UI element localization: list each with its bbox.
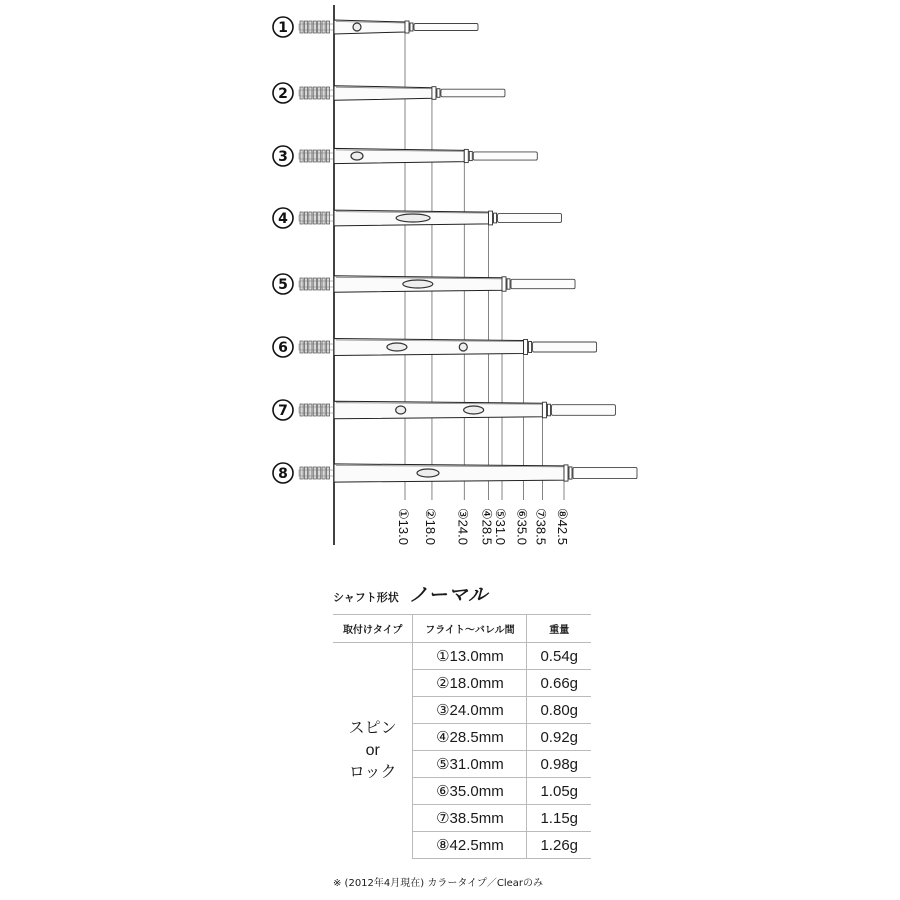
weight-cell: 0.54g (527, 643, 591, 670)
shaft-number: 1 (278, 20, 288, 36)
thread-ridge (309, 278, 312, 290)
thread-ridge (304, 404, 307, 416)
thread-ridge (326, 467, 329, 479)
shaft-collar (432, 87, 436, 100)
thread-ridge (309, 87, 312, 99)
thread-ridge (313, 341, 316, 353)
thread-ridge (322, 278, 325, 290)
thread-ridge (300, 467, 303, 479)
distance-cell: ③24.0mm (413, 697, 527, 724)
shaft-shape-value: ノーマル (408, 584, 489, 606)
shaft-tip (573, 467, 637, 478)
shaft-number: 8 (278, 466, 288, 482)
thread-ridge (318, 404, 321, 416)
thread-ridge (326, 404, 329, 416)
shaft-tip (551, 405, 615, 416)
shaft-tip (533, 342, 597, 352)
weight-cell: 0.66g (527, 670, 591, 697)
thread-ridge (309, 21, 312, 33)
shaft-shape-label: シャフト形状 (333, 591, 399, 604)
thread-ridge (300, 150, 303, 162)
thread-ridge (309, 467, 312, 479)
shaft-collar (502, 277, 506, 291)
length-label: ②18.0 (422, 508, 438, 545)
shaft-collar (542, 402, 546, 418)
distance-cell: ⑦38.5mm (413, 805, 527, 832)
thread-ridge (309, 404, 312, 416)
length-label: ⑦38.5 (533, 508, 549, 545)
weight-cell: 1.26g (527, 832, 591, 859)
mount-type-lock: ロック (348, 763, 397, 781)
thread-ridge (309, 212, 312, 224)
length-label: ⑤31.0 (493, 508, 509, 545)
thread-ridge (326, 212, 329, 224)
length-label: ⑥35.0 (514, 508, 530, 545)
shaft-slot (459, 343, 467, 351)
thread-ridge (309, 150, 312, 162)
shaft-collar (410, 23, 413, 31)
shaft-number: 7 (278, 403, 288, 419)
shaft-tip (441, 89, 505, 97)
shaft-number: 3 (278, 149, 288, 165)
thread-ridge (322, 212, 325, 224)
shaft-slot (403, 280, 433, 288)
thread-ridge (313, 87, 316, 99)
thread-ridge (318, 212, 321, 224)
weight-cell: 0.80g (527, 697, 591, 724)
distance-cell: ⑧42.5mm (413, 832, 527, 859)
length-label: ①13.0 (396, 508, 411, 545)
shaft-slot (464, 406, 484, 414)
thread-ridge (300, 341, 303, 353)
thread-ridge (304, 467, 307, 479)
thread-ridge (313, 278, 316, 290)
shaft-collar (405, 21, 409, 33)
thread-ridge (318, 150, 321, 162)
shaft-number: 5 (278, 277, 288, 293)
thread-ridge (322, 404, 325, 416)
thread-ridge (322, 467, 325, 479)
shaft-slot (351, 152, 363, 160)
shaft-slot (396, 214, 430, 222)
thread-ridge (322, 87, 325, 99)
shaft-collar (524, 340, 528, 355)
spec-table (333, 614, 591, 859)
thread-ridge (304, 150, 307, 162)
header-distance: フライト～バレル間 (413, 615, 527, 643)
shaft-number: 6 (278, 340, 288, 356)
thread-ridge (304, 278, 307, 290)
mount-type-cell (333, 643, 413, 859)
length-label: ⑧42.5 (555, 508, 570, 545)
shaft-collar (489, 211, 493, 225)
table-header-row (333, 615, 591, 643)
weight-cell: 1.05g (527, 778, 591, 805)
shaft-tip (498, 214, 562, 223)
distance-cell: ④28.5mm (413, 724, 527, 751)
weight-cell: 0.92g (527, 724, 591, 751)
shaft-collar (437, 89, 440, 98)
thread-ridge (322, 21, 325, 33)
mount-type-or: or (365, 741, 380, 759)
table-row (333, 643, 591, 670)
distance-cell: ①13.0mm (413, 643, 527, 670)
thread-ridge (326, 341, 329, 353)
thread-ridge (300, 278, 303, 290)
thread-ridge (326, 87, 329, 99)
thread-ridge (322, 150, 325, 162)
shaft-collar (564, 465, 568, 481)
thread-ridge (313, 212, 316, 224)
thread-ridge (322, 341, 325, 353)
thread-ridge (318, 21, 321, 33)
thread-ridge (304, 87, 307, 99)
shaft-slot (396, 406, 406, 414)
length-label: ④28.5 (479, 508, 495, 545)
thread-ridge (318, 467, 321, 479)
thread-ridge (300, 21, 303, 33)
distance-cell: ②18.0mm (413, 670, 527, 697)
thread-ridge (313, 467, 316, 479)
thread-ridge (318, 341, 321, 353)
shaft-number: 2 (278, 86, 288, 102)
thread-ridge (304, 341, 307, 353)
shaft-collar (464, 149, 468, 162)
shaft-shape-heading (333, 580, 488, 610)
shaft-slot (353, 23, 361, 31)
shaft-number: 4 (278, 211, 288, 227)
thread-ridge (309, 341, 312, 353)
thread-ridge (304, 212, 307, 224)
shaft-tip (511, 279, 575, 288)
thread-ridge (326, 150, 329, 162)
thread-ridge (313, 404, 316, 416)
header-mount-type: 取付けタイプ (333, 615, 413, 643)
thread-ridge (300, 87, 303, 99)
thread-ridge (318, 87, 321, 99)
shaft-collar (469, 151, 472, 160)
shaft-tip (473, 152, 537, 160)
weight-cell: 1.15g (527, 805, 591, 832)
shaft-tip (414, 24, 478, 31)
shaft-collar (547, 404, 550, 416)
distance-cell: ⑤31.0mm (413, 751, 527, 778)
thread-ridge (300, 212, 303, 224)
header-weight: 重量 (527, 615, 591, 643)
thread-ridge (313, 150, 316, 162)
thread-ridge (313, 21, 316, 33)
footnote: ※ (2012年4月現在) カラータイプ／Clearのみ (333, 878, 544, 889)
thread-ridge (318, 278, 321, 290)
shaft-slot (417, 469, 439, 477)
shaft-slot (387, 343, 407, 351)
shaft-collar (494, 213, 497, 223)
thread-ridge (304, 21, 307, 33)
shaft-collar (569, 467, 572, 479)
thread-ridge (326, 278, 329, 290)
weight-cell: 0.98g (527, 751, 591, 778)
thread-ridge (326, 21, 329, 33)
distance-cell: ⑥35.0mm (413, 778, 527, 805)
shaft-collar (507, 279, 510, 289)
thread-ridge (300, 404, 303, 416)
mount-type-spin: スピン (348, 719, 397, 737)
shaft-collar (529, 342, 532, 353)
length-label: ③24.0 (455, 508, 471, 545)
